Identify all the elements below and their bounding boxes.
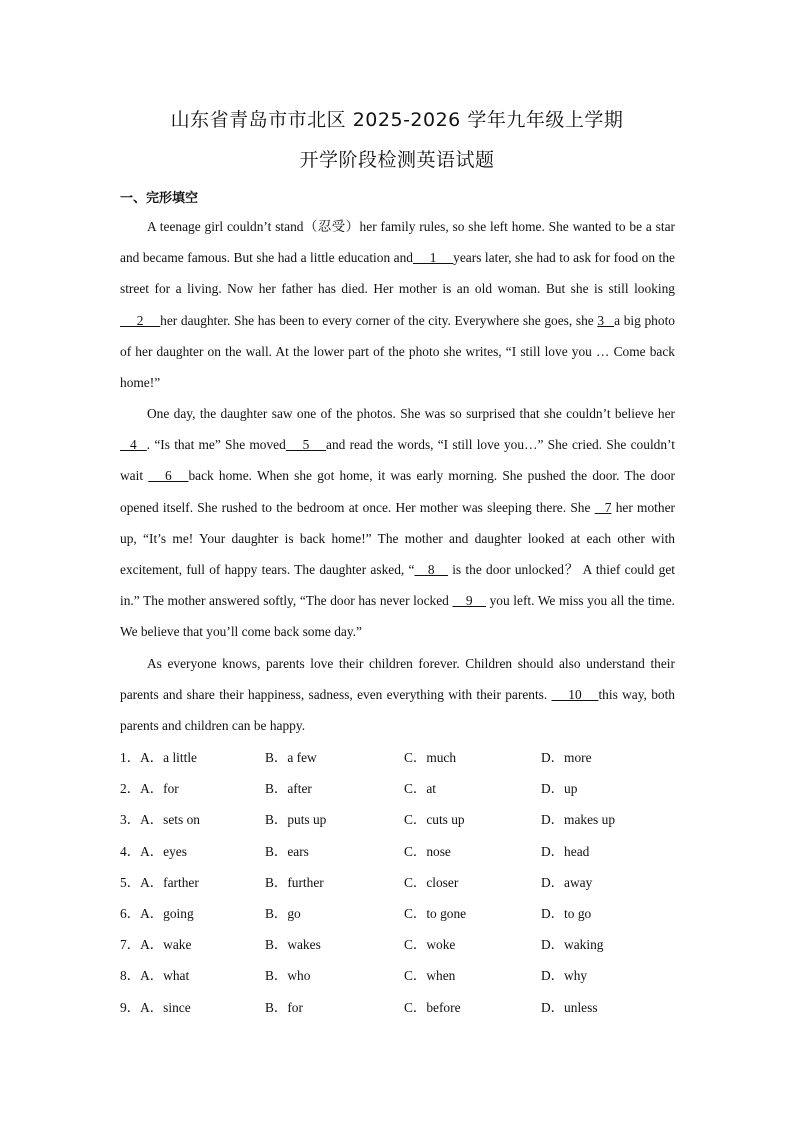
- option-b: B．further: [265, 874, 324, 890]
- option-row-2: [120, 773, 680, 804]
- text-run: . “Is that me” She moved: [146, 437, 286, 453]
- option-row-9: [120, 992, 680, 1023]
- option-a: 4．A．eyes: [120, 843, 187, 859]
- blank-6: 6: [148, 468, 189, 484]
- text-run: this way, both parents and children can be happy.: [120, 687, 676, 734]
- blank-3: 3: [597, 312, 615, 328]
- passage-paragraph-1: [120, 211, 675, 398]
- text-run: a big photo of her daughter on the wall. At the lower part of the photo she writes, “I still love you … Come back home!”: [120, 312, 675, 391]
- option-row-8: [120, 960, 680, 991]
- option-row-7: [120, 929, 680, 960]
- option-b: B．ears: [265, 843, 309, 859]
- text-run: One day, the daughter saw one of the photos. She was so surprised that she couldn’t believe her: [147, 406, 675, 421]
- option-c: C．nose: [404, 843, 451, 859]
- option-c: C．before: [404, 999, 461, 1015]
- blank-5: 5: [285, 437, 326, 453]
- option-c: C．woke: [404, 937, 456, 953]
- blank-1: 1: [413, 250, 454, 266]
- option-d: D．to go: [541, 905, 592, 921]
- text-run: back home. When she got home, it was early morning. She pushed the door. The door opened itself. She rushed to the bedroom at once. Her mother was sleeping there. She: [120, 468, 675, 515]
- exam-title-line-1: 山东省青岛市市北区 2025-2026 学年九年级上学期: [170, 109, 624, 131]
- option-a: 8．A．what: [120, 968, 190, 984]
- option-b: B．go: [265, 905, 301, 921]
- text-run: As everyone knows, parents love their children forever. Children should also understand their parents and share their happiness, sadness, even everything with their parents.: [120, 656, 675, 703]
- option-d: D．unless: [541, 999, 598, 1015]
- option-a: 1．A．a little: [120, 750, 197, 765]
- option-row-4: [120, 836, 680, 867]
- option-a: 2．A．for: [120, 781, 179, 797]
- option-b: B．for: [265, 999, 303, 1015]
- passage-paragraph-3: [120, 648, 675, 742]
- text-run: is the door unlocked？ A thief could get in.” The mother answered softly, “The door has never locked: [120, 562, 675, 609]
- exam-title-line-2: 开学阶段检测英语试题: [299, 149, 495, 171]
- blank-4: 4: [120, 437, 147, 453]
- option-b: B．after: [265, 781, 312, 797]
- option-c: C．when: [404, 968, 456, 984]
- passage-paragraph-2: [120, 398, 675, 648]
- option-row-1: [120, 742, 680, 773]
- text-run: her daughter. She has been to every corner of the city. Everywhere she goes, she: [160, 312, 598, 328]
- option-d: D．why: [541, 968, 588, 984]
- option-d: D．head: [541, 843, 590, 859]
- option-c: C．to gone: [404, 905, 467, 921]
- answer-options: [120, 742, 680, 1023]
- blank-8: 8: [414, 562, 448, 578]
- blank-7: 7: [594, 499, 612, 515]
- option-a: 6．A．going: [120, 905, 194, 921]
- blank-2: 2: [120, 312, 161, 328]
- option-row-3: [120, 804, 680, 835]
- text-run: and read the words, “I still love you…” She cried. She couldn’t wait: [120, 437, 675, 484]
- option-d: D．makes up: [541, 812, 616, 828]
- option-c: C．much: [404, 750, 457, 765]
- option-d: D．away: [541, 874, 593, 890]
- option-d: D．up: [541, 781, 578, 797]
- option-c: C．closer: [404, 874, 459, 890]
- blank-10: 10: [551, 687, 599, 703]
- option-b: B．a few: [265, 750, 317, 765]
- option-a: 9．A．since: [120, 999, 191, 1015]
- text-run: A teenage girl couldn’t stand（忍受）her family rules, so she left home. She wanted to be a star and became famous. But she had a little education and: [120, 219, 675, 266]
- option-c: C．at: [404, 781, 436, 797]
- option-d: D．more: [541, 750, 592, 765]
- option-a: 3．A．sets on: [120, 812, 200, 828]
- blank-9: 9: [452, 593, 486, 609]
- option-a: 5．A．farther: [120, 874, 199, 890]
- option-row-5: [120, 867, 680, 898]
- text-run: her mother up, “It’s me! Your daughter is back home!” The mother and daughter looked at each other with excitement, full of happy tears. The daughter asked, “: [120, 499, 675, 578]
- option-b: B．puts up: [265, 812, 327, 828]
- section-heading-cloze: 一、完形填空: [120, 191, 199, 206]
- option-row-6: [120, 898, 680, 929]
- option-b: B．who: [265, 968, 311, 984]
- option-c: C．cuts up: [404, 812, 465, 828]
- option-d: D．waking: [541, 937, 604, 953]
- option-a: 7．A．wake: [120, 937, 192, 953]
- text-run: years later, she had to ask for food on the street for a living. Now her father has died. Her mother is an old woman. But she is still looking: [120, 250, 675, 297]
- option-b: B．wakes: [265, 937, 321, 953]
- text-run: you left. We miss you all the time. We believe that you’ll come back some day.”: [120, 593, 675, 640]
